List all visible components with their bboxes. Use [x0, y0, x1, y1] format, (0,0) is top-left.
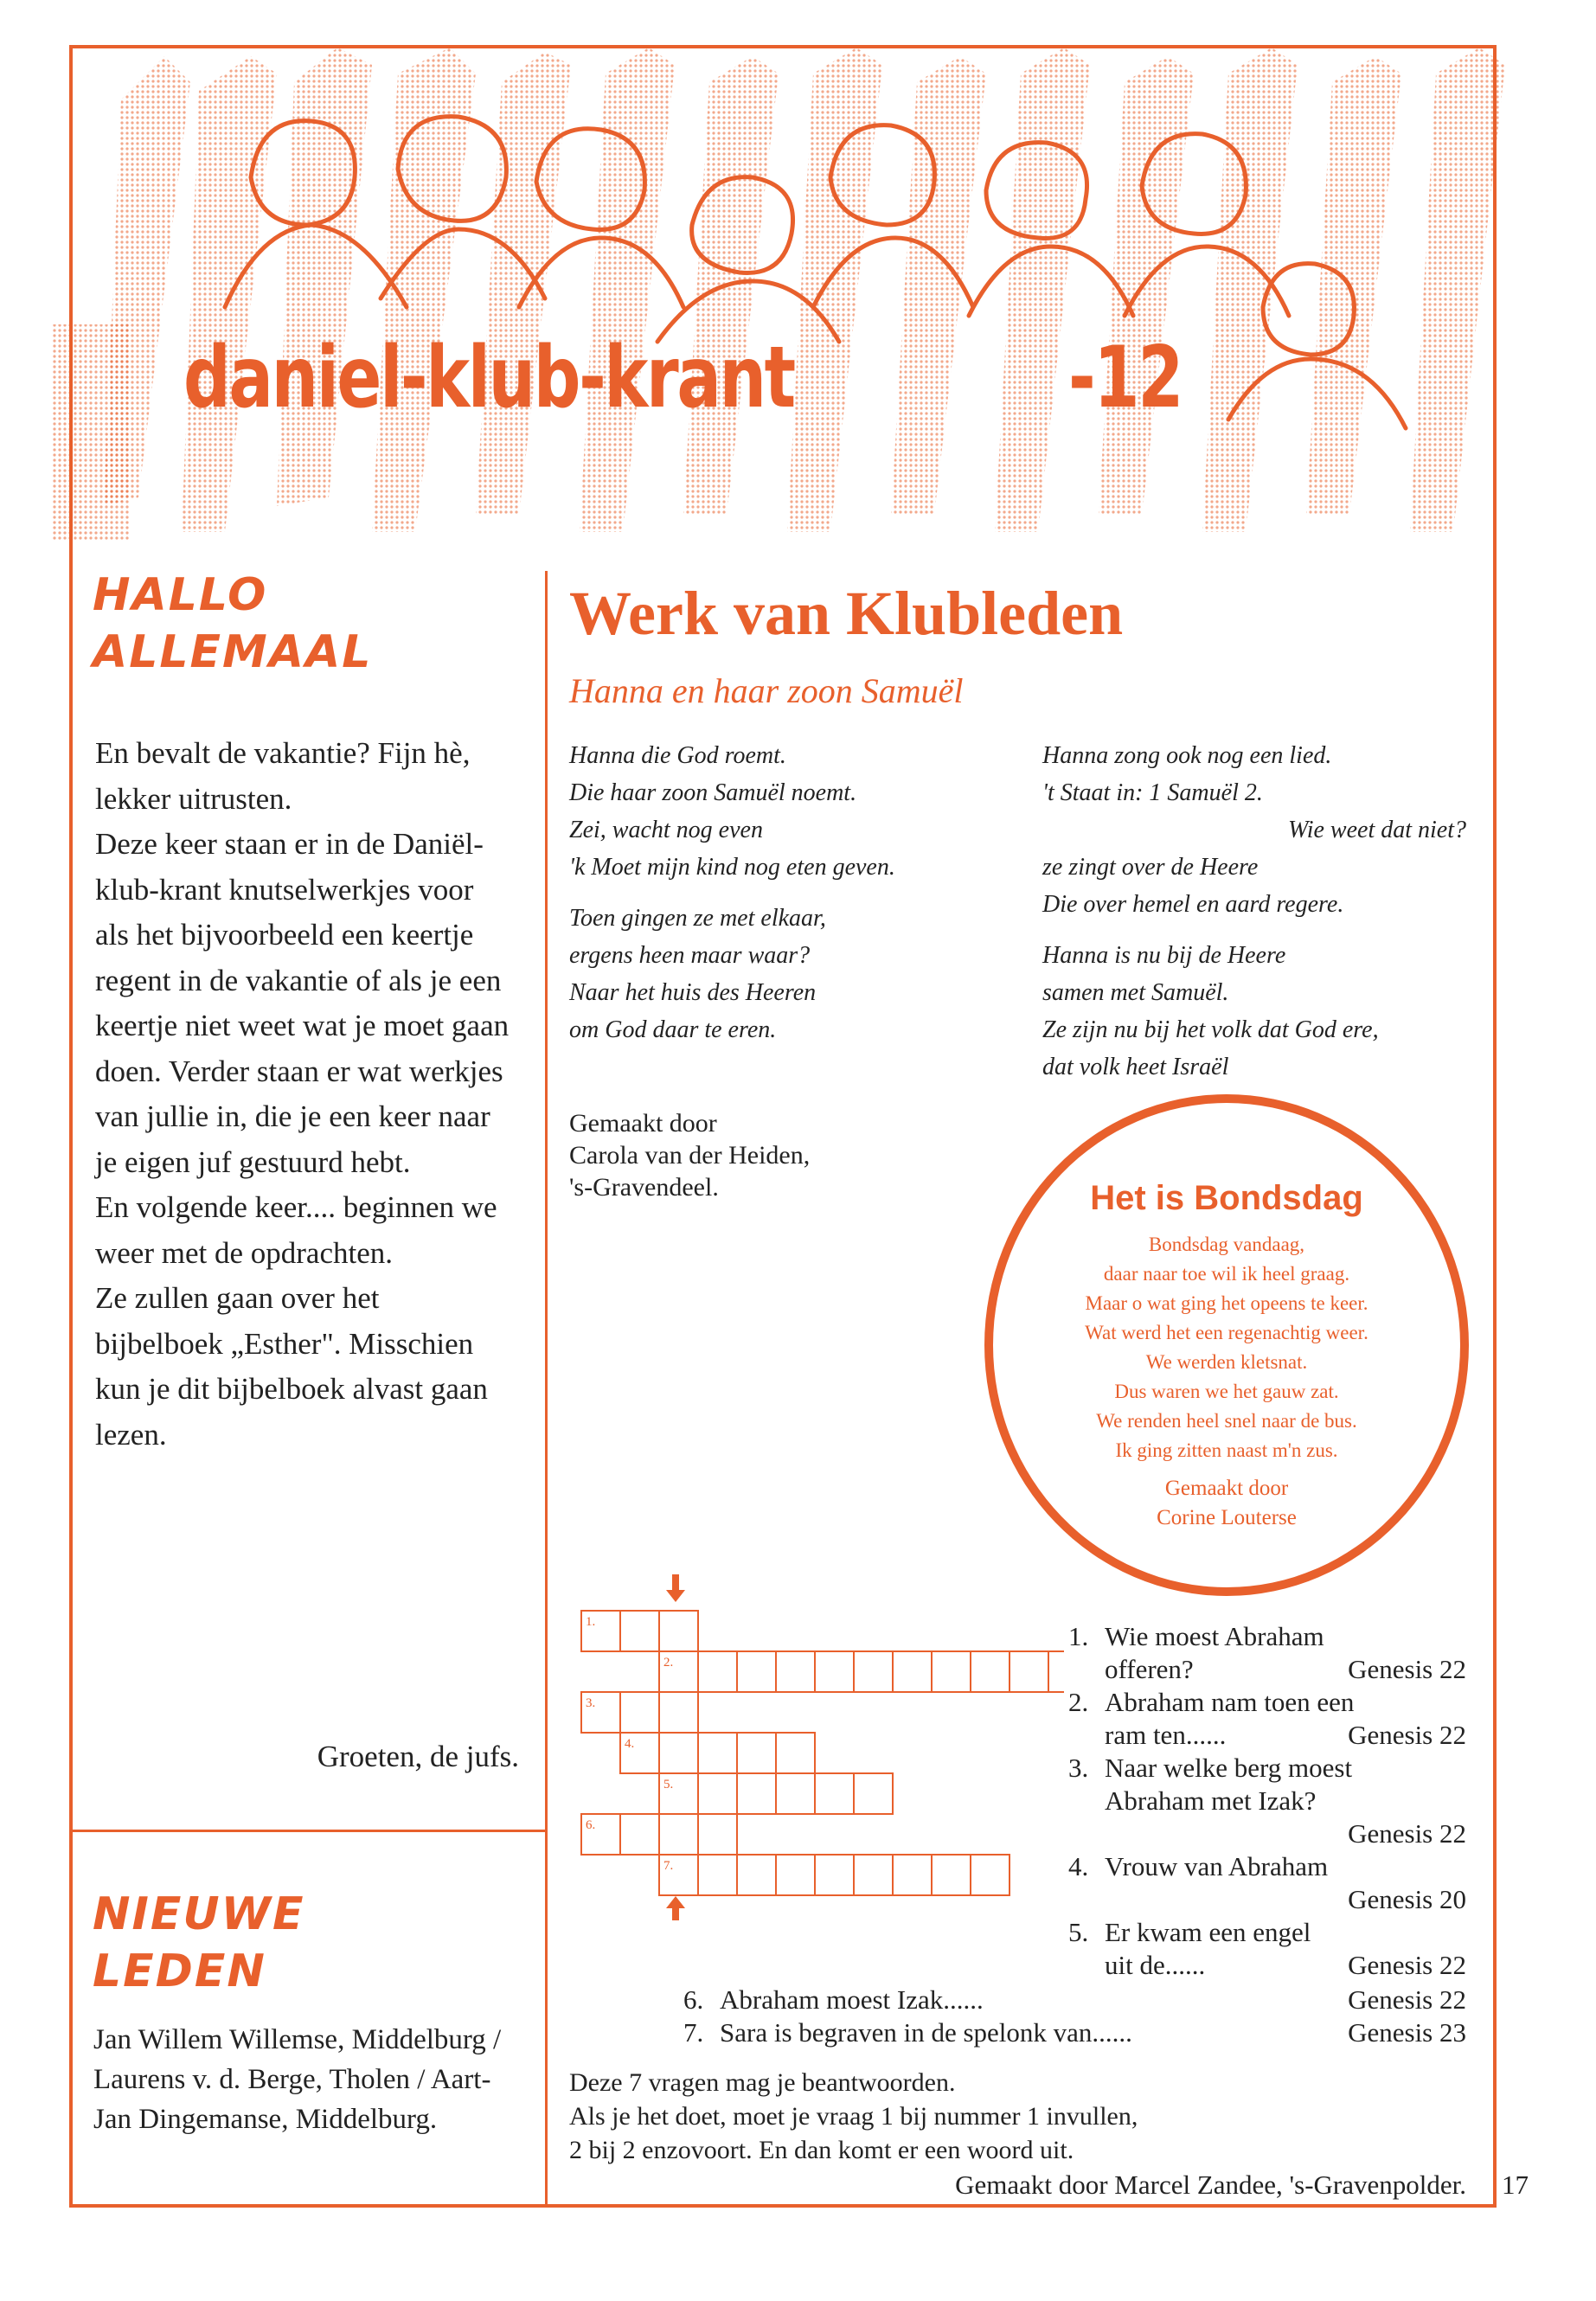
clue-line: Vrouw van Abraham	[1105, 1851, 1329, 1881]
masthead-number: -12	[1068, 329, 1183, 427]
crossword-cell	[854, 1773, 893, 1814]
clue-line: Er kwam een engel	[1105, 1917, 1311, 1947]
crossword-cell	[893, 1651, 932, 1692]
crossword-cell	[659, 1814, 698, 1855]
poem-line: Bondsdag vandaag,	[1148, 1234, 1305, 1255]
welcome-heading-line1: HALLO	[93, 569, 268, 621]
crossword-cell	[815, 1651, 854, 1692]
crossword-cell	[698, 1773, 737, 1814]
clue-row	[1068, 1620, 1466, 1686]
new-members-heading-line2: LEDEN	[93, 1945, 266, 1997]
clue-row	[1068, 1916, 1466, 1982]
poem-line: 'k Moet mijn kind nog eten geven.	[569, 854, 895, 881]
clue-reference: Genesis 22	[1348, 1984, 1466, 2015]
clue-reference: Genesis 22	[1348, 1720, 1466, 1750]
clue-line: Sara is begraven in de spelonk van......	[720, 2017, 1132, 2048]
clue-row	[1068, 1850, 1466, 1916]
crossword-cell	[737, 1651, 776, 1692]
poem-line: samen met Samuël.	[1042, 979, 1229, 1006]
clue-number: 1.	[1068, 1621, 1089, 1651]
crossword-cell-label: 2.	[663, 1656, 674, 1670]
crossword-cell-label: 1.	[586, 1615, 596, 1629]
page-number: 17	[1502, 2170, 1529, 2200]
clue-row	[683, 2016, 1466, 2049]
clue-text	[1105, 1686, 1466, 1752]
arrow-up-icon	[666, 1896, 685, 1920]
clue-line-ref	[1105, 1653, 1466, 1686]
poem-line: Zei, wacht nog even	[569, 817, 763, 843]
instruction-line: 2 bij 2 enzovoort. En dan komt er een woord uit.	[569, 2136, 1074, 2164]
clue-line: uit de......	[1105, 1950, 1206, 1980]
welcome-paragraph: Ze zullen gaan over het bijbelboek „Esther". Misschien kun je dit bijbelboek alvast gaan lezen.	[95, 1281, 488, 1452]
poem-line: ze zingt over de Heere	[1042, 854, 1259, 881]
poem-line: Wie weet dat niet?	[1287, 817, 1466, 843]
instruction-line: Als je het doet, moet je vraag 1 bij nummer 1 invullen,	[569, 2102, 1138, 2131]
new-members-heading	[93, 1886, 305, 2000]
poem1-title: Hanna en haar zoon Samuël	[569, 671, 964, 710]
crossword-cell	[698, 1855, 737, 1895]
poem-line: daar naar toe wil ik heel graag.	[1103, 1263, 1350, 1285]
crossword-cell	[620, 1814, 659, 1855]
welcome-heading	[93, 567, 372, 681]
main-title: Werk van Klubleden	[569, 579, 1124, 648]
credit-line: 's-Gravendeel.	[569, 1173, 719, 1202]
crossword-cell	[893, 1855, 932, 1895]
poem-line: Ik ging zitten naast m'n zus.	[1115, 1439, 1338, 1461]
clue-reference: Genesis 20	[1348, 1884, 1466, 1914]
poem-line: Dus waren we het gauw zat.	[1114, 1381, 1339, 1402]
left-column-divider	[69, 1830, 547, 1832]
crossword-cell	[659, 1692, 698, 1733]
poem-line: Maar o wat ging het opeens te keer.	[1085, 1292, 1368, 1314]
crossword-cell	[698, 1651, 737, 1692]
clue-number: 4.	[1068, 1851, 1089, 1881]
column-rule	[545, 571, 548, 2206]
crossword-clues	[1068, 1620, 1466, 1982]
welcome-paragraph: En volgende keer.... beginnen we weer met de opdrachten.	[95, 1190, 497, 1270]
crossword-cell	[932, 1855, 971, 1895]
poem-line: Hanna is nu bij de Heere	[1042, 942, 1286, 969]
poem-line: Die over hemel en aard regere.	[1042, 891, 1344, 918]
poem2-title: Het is Bondsdag	[1090, 1179, 1363, 1217]
poem2-lines	[984, 1230, 1469, 1465]
clue-line: Abraham met Izak?	[1105, 1785, 1317, 1816]
poem-line: Toen gingen ze met elkaar,	[569, 905, 826, 932]
clue-text	[1105, 1850, 1466, 1916]
welcome-heading-line2: ALLEMAAL	[93, 626, 373, 678]
clue-line: Abraham moest Izak......	[720, 1984, 984, 2015]
masthead-title: daniel-klub-krant	[183, 329, 794, 427]
poem2-credit	[984, 1474, 1469, 1533]
clue-reference: Genesis 23	[1348, 2017, 1466, 2048]
instruction-line: Deze 7 vragen mag je beantwoorden.	[569, 2068, 956, 2097]
clue-line-ref	[1105, 1719, 1466, 1752]
poem1-stanza4	[1042, 937, 1475, 1086]
crossword-cell	[776, 1773, 815, 1814]
clue-text	[1105, 1620, 1466, 1686]
crossword-cell	[971, 1651, 1010, 1692]
clue-reference: Genesis 22	[1348, 1654, 1466, 1684]
crossword-cell	[815, 1773, 854, 1814]
clue-line: offeren?	[1105, 1654, 1194, 1684]
crossword-cell	[854, 1651, 893, 1692]
clue-number: 2.	[1068, 1687, 1089, 1717]
clue-line: ram ten......	[1105, 1720, 1227, 1750]
credit-line: Corine Louterse	[1157, 1506, 1297, 1529]
poem-line: We werden kletsnat.	[1145, 1351, 1308, 1373]
poem-line: Ze zijn nu bij het volk dat God ere,	[1042, 1016, 1379, 1043]
clue-line-ref	[1105, 1949, 1466, 1982]
crossword-cell-label: 3.	[586, 1696, 596, 1710]
clue-reference: Genesis 22	[1348, 1950, 1466, 1980]
clue-number: 7.	[683, 2017, 704, 2048]
welcome-paragraph: En bevalt de vakantie? Fijn hè, lekker uitrusten.	[95, 736, 471, 816]
crossword-cell	[776, 1733, 815, 1773]
clue-row	[1068, 1686, 1466, 1752]
crossword-cell-label: 4.	[625, 1737, 635, 1751]
poem-line: Naar het huis des Heeren	[569, 979, 817, 1006]
crossword-cell	[776, 1651, 815, 1692]
poem-line: Hanna die God roemt.	[569, 742, 786, 769]
poem-line: ergens heen maar waar?	[569, 942, 811, 969]
clue-line: Abraham nam toen een	[1105, 1687, 1355, 1717]
clue-row	[1068, 1752, 1466, 1850]
crossword-cell	[737, 1733, 776, 1773]
poem1-stanza1	[569, 737, 1019, 886]
crossword-cell	[776, 1855, 815, 1895]
crossword-cell	[737, 1855, 776, 1895]
poem2	[984, 1175, 1469, 1533]
crossword-cell	[659, 1733, 698, 1773]
crossword-cell	[737, 1773, 776, 1814]
crossword-cell-label: 5.	[663, 1778, 674, 1791]
welcome-text	[95, 731, 510, 1458]
crossword-cell	[932, 1651, 971, 1692]
crossword-cell-label: 6.	[586, 1818, 596, 1832]
crossword-grid	[571, 1574, 1064, 1920]
crossword-cell	[620, 1692, 659, 1733]
clue-line: Wie moest Abraham	[1105, 1621, 1324, 1651]
poem-line: Wat werd het een regenachtig weer.	[1085, 1322, 1368, 1343]
clue-text	[1105, 1752, 1466, 1850]
credit-line: Carola van der Heiden,	[569, 1141, 811, 1170]
poem-line: 't Staat in: 1 Samuël 2.	[1042, 779, 1263, 806]
credit-line: Gemaakt door	[569, 1109, 717, 1138]
arrow-down-icon	[666, 1574, 685, 1602]
credit-line: Gemaakt door	[1164, 1477, 1289, 1500]
crossword-cell	[1048, 1651, 1064, 1692]
crossword-cell	[971, 1855, 1010, 1895]
poem1-credit	[569, 1107, 810, 1203]
crossword-cell	[854, 1855, 893, 1895]
puzzle-credit: Gemaakt door Marcel Zandee, 's-Gravenpolder.	[955, 2170, 1466, 2200]
clue-number: 3.	[1068, 1753, 1089, 1783]
clue-number: 5.	[1068, 1917, 1089, 1947]
poem-line: We renden heel snel naar de bus.	[1096, 1410, 1357, 1432]
crossword-cell	[620, 1611, 659, 1651]
poem1-stanza3	[1042, 737, 1466, 923]
poem-line: dat volk heet Israël	[1042, 1054, 1229, 1080]
clue-reference: Genesis 22	[1348, 1818, 1466, 1849]
new-members-text: Jan Willem Willemse, Middelburg / Laurens v. d. Berge, Tholen / Aart-Jan Dingemanse, Middelburg.	[93, 2024, 502, 2135]
welcome-signoff: Groeten, de jufs.	[317, 1740, 519, 1773]
crossword-cell	[698, 1733, 737, 1773]
clue-row	[683, 1984, 1466, 2016]
poem-line: om God daar te eren.	[569, 1016, 777, 1043]
crossword-cell	[659, 1611, 698, 1651]
crossword-cell	[698, 1814, 737, 1855]
crossword-clues-wide	[683, 1984, 1466, 2049]
puzzle-instructions	[569, 2066, 1138, 2167]
poem-line: Hanna zong ook nog een lied.	[1042, 742, 1332, 769]
clue-text	[1105, 1916, 1466, 1982]
welcome-paragraph: Deze keer staan er in de Daniël-klub-krant knutselwerkjes voor als het bijvoorbeeld een keertje regent in de vakantie of als je een keertje niet weet wat je moet gaan doen. Verder staan er wat werkjes van jullie in, die je een keer naar je eigen juf gestuurd hebt.	[95, 827, 510, 1179]
clue-line: Naar welke berg moest	[1105, 1753, 1353, 1783]
crossword-cell	[815, 1855, 854, 1895]
new-members-heading-line1: NIEUWE	[93, 1888, 305, 1940]
masthead-illustration	[52, 48, 1522, 558]
poem1-stanza2	[569, 900, 1019, 1048]
poem-line: Die haar zoon Samuël noemt.	[569, 779, 857, 806]
crossword-cell-label: 7.	[663, 1859, 674, 1873]
clue-number: 6.	[683, 1984, 704, 2015]
crossword-cell	[1010, 1651, 1048, 1692]
